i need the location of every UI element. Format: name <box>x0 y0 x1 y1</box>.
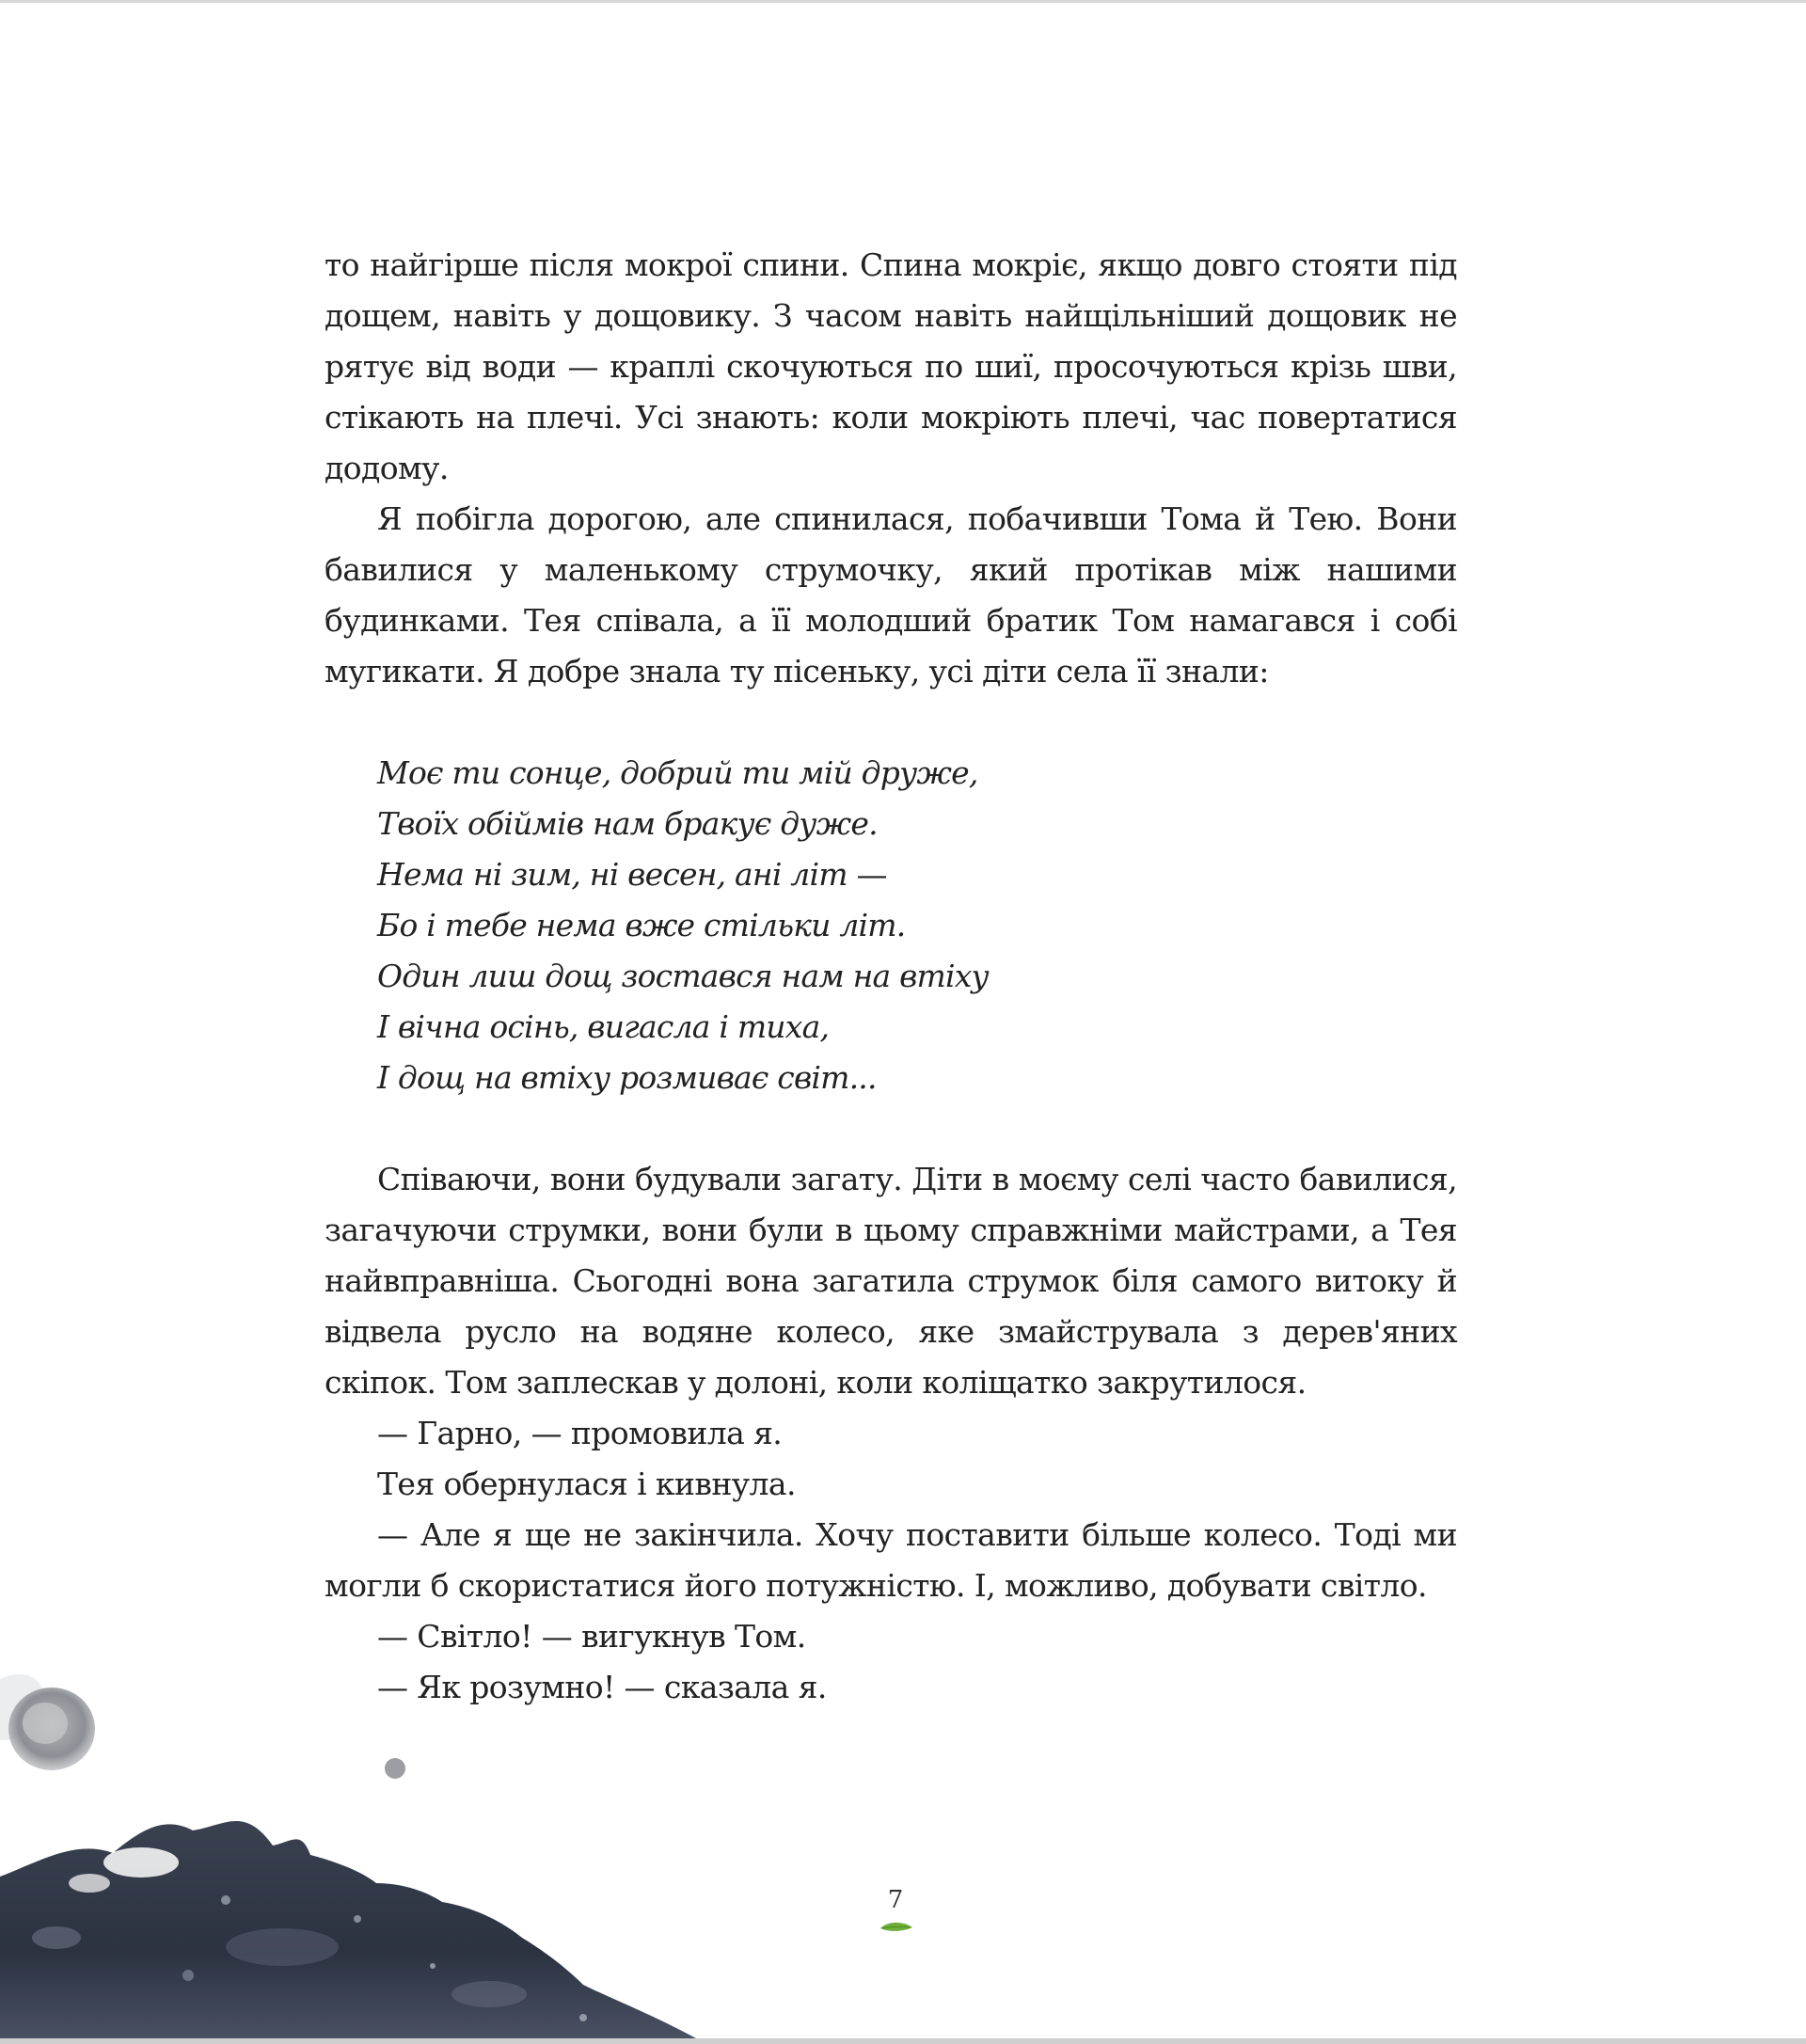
page-number: 7 <box>887 1886 904 1914</box>
poem-line: Один лиш дощ зостався нам на втіху <box>377 958 989 994</box>
dialogue-line: — Світло! — вигукнув Том. <box>377 1618 806 1655</box>
page-body-text <box>325 240 1457 1713</box>
page-top-border <box>0 0 1806 3</box>
paragraph: Я побігла дорогою, але спинилася, побачивши Тома й Тею. Вони бавилися у маленькому струмочку, який протікав між нашими будинками. Тея співала, а її молодший братик Том намагався і собі мугикати. Я добре знала ту пісеньку, усі діти села її знали: <box>325 500 1457 689</box>
poem-line: Твоїх обіймів нам бракує дуже. <box>377 805 878 842</box>
poem-line: І вічна осінь, вигасла і тиха, <box>377 1008 830 1045</box>
dialogue-line: — Як розумно! — сказала я. <box>377 1669 827 1705</box>
poem-line: Бо і тебе нема вже стільки літ. <box>377 907 906 943</box>
poem-block <box>377 748 1457 1103</box>
leaf-icon <box>879 1920 914 1933</box>
paragraph: то найгірше після мокрої спини. Спина мокріє, якщо довго стояти під дощем, навіть у дощовику. З часом навіть найщільніший дощовик не рятує від води — краплі скочуються по шиї, просочуються крізь шви, стікають на плечі. Усі знають: коли мокріють плечі, час повертатися додому. <box>325 246 1457 486</box>
paragraph: Співаючи, вони будували загату. Діти в моєму селі часто бавилися, загачуючи струмки, вони були в цьому справжніми майстрами, а Тея найвправніша. Сьогодні вона загатила струмок біля самого витоку й відвела русло на водяне колесо, яке змайструвала з дерев'яних скіпок. Том заплескав у долоні, коли коліщатко закрутилося. <box>325 1161 1457 1401</box>
paragraph: Тея обернулася і кивнула. <box>377 1466 796 1502</box>
poem-line: Моє ти сонце, добрий ти мій друже, <box>377 754 978 791</box>
dialogue-line: — Але я ще не закінчила. Хочу поставити більше колесо. Тоді ми могли б скористатися його потужністю. І, можливо, добувати світло. <box>325 1516 1457 1604</box>
dialogue-line: — Гарно, — промовила я. <box>377 1415 783 1451</box>
poem-line: Нема ні зим, ні весен, ані літ — <box>377 856 887 893</box>
page-bottom-border <box>0 2038 1806 2044</box>
poem-line: І дощ на втіху розмиває світ... <box>377 1059 877 1096</box>
